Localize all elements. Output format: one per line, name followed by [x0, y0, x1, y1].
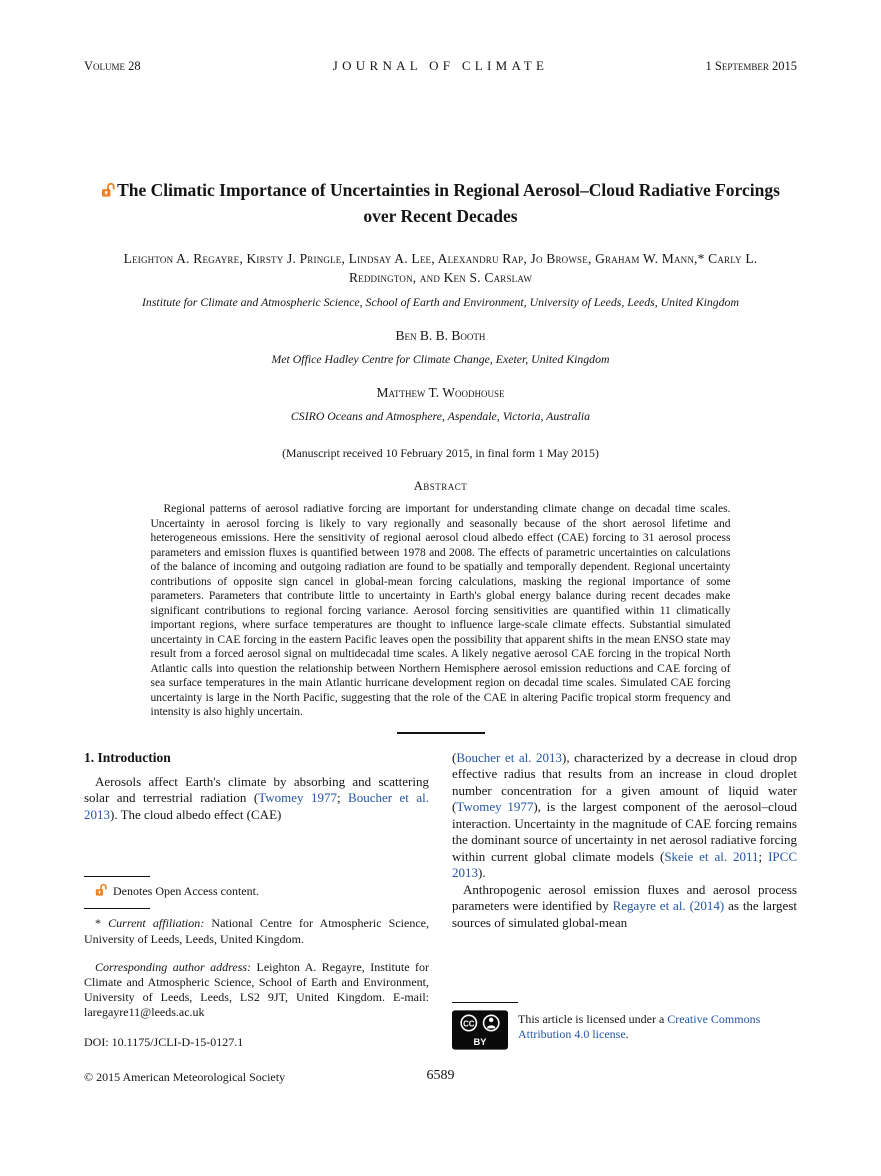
copyright-text: © 2015 American Meteorological Society [84, 1069, 286, 1084]
body-paragraph-2 [452, 882, 797, 932]
footnotes-block [84, 867, 429, 1049]
journal-title: JOURNAL OF CLIMATE [332, 58, 549, 73]
volume-label: Volume 28 [84, 59, 141, 73]
text-segment: ( [452, 749, 457, 765]
text-segment: Current affiliation: [108, 916, 205, 931]
text-segment: ), characterized by a decrease in cloud drop effective radius that results from an increase in cloud droplet number concentration for a given amount of liquid water ( [452, 749, 797, 815]
open-access-footnote [84, 884, 429, 899]
citation-link[interactable]: Boucher et al. 2013 [84, 790, 429, 822]
issue-date: 1 September 2015 [705, 59, 797, 73]
citation-link[interactable]: IPCC 2013 [452, 848, 797, 881]
cc-by-badge-icon [452, 1010, 508, 1050]
page-footer [84, 1068, 797, 1088]
text-segment: as the largest sources of simulated global-mean [452, 898, 797, 930]
body-paragraph-1 [452, 750, 797, 882]
affiliation-2: Met Office Hadley Centre for Climate Change, Exeter, United Kingdom [271, 352, 610, 367]
open-access-footnote-text: Denotes Open Access content. [113, 884, 259, 899]
citation-link[interactable]: Boucher et al. 2013 [456, 749, 563, 765]
abstract-divider [397, 732, 485, 734]
open-access-icon [95, 882, 107, 897]
author-name-booth: Ben B. B. Booth [395, 328, 486, 344]
citation-link[interactable]: Regayre et al. (2014) [612, 898, 725, 914]
text-segment: ; [336, 790, 349, 806]
text-segment: ), is the largest component of the aerosol–cloud interaction. Uncertainty in the magnitude of CAE forcing remains the dominant source of uncertainty in net aerosol radiative forcing within current global climate models ( [452, 799, 797, 864]
license-block [452, 993, 797, 1050]
text-segment: National Centre for Atmospheric Science, University of Leeds, Leeds, United Kingdom. [84, 916, 429, 946]
text-segment: Anthropogenic aerosol emission fluxes and aerosol process parameters were identified by [452, 881, 797, 914]
text-segment: . [625, 1026, 629, 1041]
abstract-text: Regional patterns of aerosol radiative forcing are important for understanding climate change on decadal time scales. Uncertainty in aerosol forcing is likely to vary regionally and seasonally because of the short aerosol lifetime and heterogeneous emissions. Here the sensitivity of regional aerosol cloud albedo effect (CAE) forcing to 31 aerosol process parameters and emission fluxes is quantified between 1978 and 2008. The effects of parametric uncertainties on calculations of the balance of incoming and outgoing radiation are found to be spatially and temporally dependent. Regional uncertainty contributions of opposite sign cancel in global-mean forcing calculations, masking the regional importance of some parameters. Parameters that contribute little to uncertainty in Earth's global energy balance during recent decades make significant contributions to regional forcing variance. Aerosol forcing sensitivities are quantified within 11 climatically important regions, where surface temperatures are thought to influence large-scale climate effects. Substantial simulated uncertainty in CAE forcing in the eastern Pacific leaves open the possibility that apparent shifts in the mean ENSO state may result from a forced aerosol signal on multidecadal time scales. A likely negative aerosol CAE forcing in the tropical North Atlantic calls into question the relationship between Northern Hemisphere aerosol emission reductions and CAE forcing of sea surface temperatures in the main Atlantic hurricane development region on decadal time scales. Simulated CAE forcing uncertainty is large in the North Pacific, suggesting that the role of the CAE in altering Pacific tropical storm frequency and intensity is also highly uncertain. [150, 503, 731, 719]
column-right [452, 750, 797, 1050]
author-name-woodhouse: Matthew T. Woodhouse [376, 385, 505, 401]
citation-link[interactable]: Skeie et al. 2011 [664, 848, 759, 864]
open-access-icon [101, 176, 115, 202]
corresponding-author-footnote [84, 960, 429, 1021]
doi-text: DOI: 10.1175/JCLI-D-15-0127.1 [84, 1034, 244, 1049]
text-segment: * [95, 916, 109, 931]
section-heading-introduction: 1. Introduction [84, 749, 171, 765]
text-segment: ; [758, 848, 769, 864]
citation-link[interactable]: Twomey 1977 [258, 790, 337, 806]
footnote-divider-2 [84, 908, 150, 909]
page-header [84, 58, 797, 74]
svg-text:CC: CC [463, 1018, 475, 1028]
column-left [84, 750, 429, 1050]
license-divider [452, 1002, 518, 1003]
intro-paragraph [84, 774, 429, 824]
license-text [518, 1012, 797, 1042]
citation-link[interactable]: Creative Commons Attribution 4.0 license [518, 1011, 761, 1041]
text-segment: ). The cloud albedo effect (CAE) [110, 806, 282, 822]
affiliation-footnote [84, 916, 429, 946]
text-segment: Aerosols affect Earth's climate by absorbing and scattering solar and terrestrial radiation ( [84, 773, 429, 806]
affiliation-3: CSIRO Oceans and Atmosphere, Aspendale, Victoria, Australia [290, 409, 591, 424]
text-segment: Corresponding author address: [95, 959, 252, 974]
article-title-text: The Climatic Importance of Uncertainties in Regional Aerosol–Cloud Radiative Forcings over Recent Decades [117, 180, 780, 226]
article-title [86, 178, 796, 229]
affiliation-1: Institute for Climate and Atmospheric Science, School of Earth and Environment, University of Leeds, Leeds, United Kingdom [142, 295, 739, 310]
citation-link[interactable]: Twomey 1977 [456, 799, 534, 815]
article-columns [84, 750, 797, 1050]
abstract-heading: Abstract [413, 479, 468, 494]
footnote-divider-1 [84, 876, 150, 877]
authors-list: Leighton A. Regayre, Kirsty J. Pringle, Lindsay A. Lee, Alexandru Rap, Jo Browse, Graham W. Mann,* Carly L. Reddington, and Ken S. Carslaw [123, 251, 758, 286]
manuscript-note: (Manuscript received 10 February 2015, in final form 1 May 2015) [282, 446, 599, 461]
text-segment: Leighton A. Regayre, Institute for Climate and Atmospheric Science, School of Earth and Environment, University of Leeds, Leeds, LS2 9JT, United Kingdom. E-mail: laregayre11@leeds.ac.uk [84, 959, 429, 1020]
svg-text:BY: BY [473, 1036, 487, 1047]
text-segment: ). [478, 865, 486, 881]
page-number: 6589 [426, 1067, 455, 1083]
text-segment: This article is licensed under a [518, 1011, 668, 1026]
